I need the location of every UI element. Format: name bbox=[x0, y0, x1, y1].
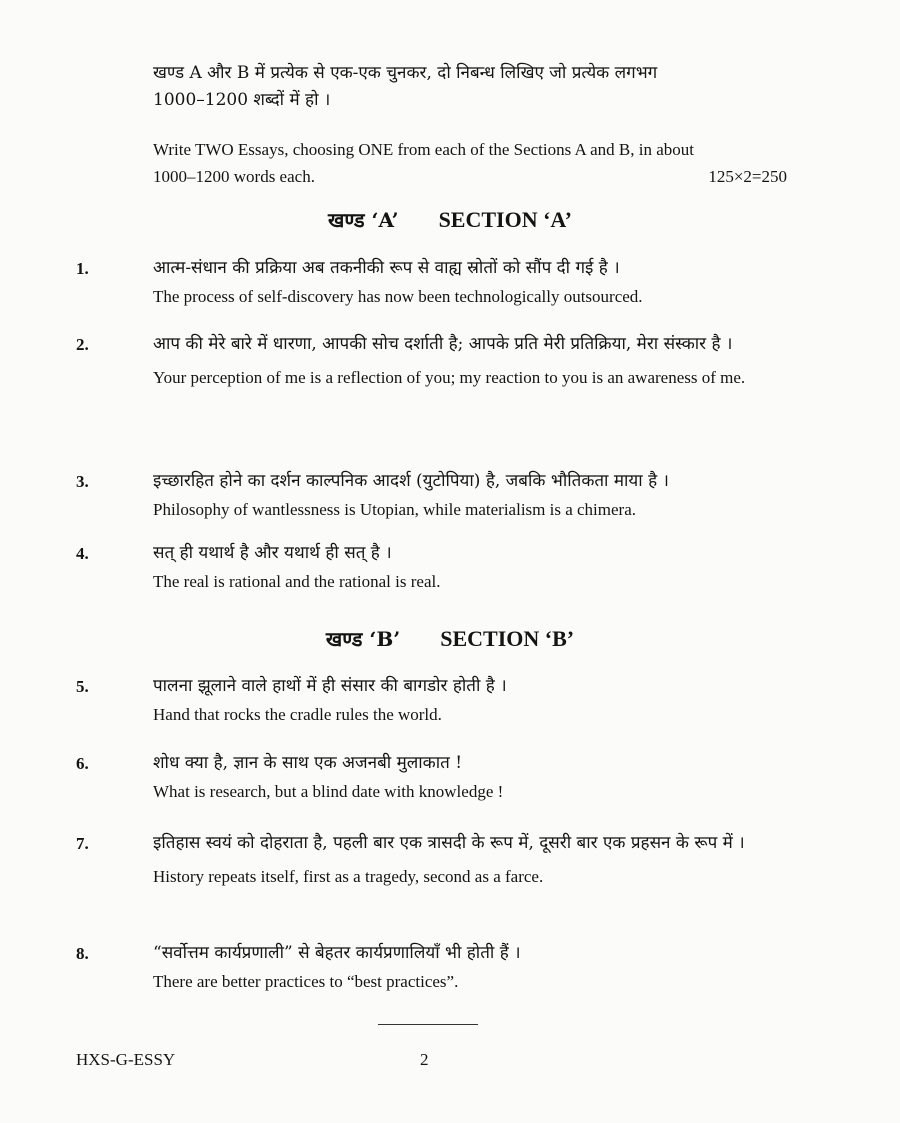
instructions-english-line2: 1000–1200 words each. bbox=[153, 167, 315, 186]
question-hindi: आप की मेरे बारे में धारणा, आपकी सोच दर्शाती है; आपके प्रति मेरी प्रतिक्रिया, मेरा संस्कार है । bbox=[153, 334, 733, 354]
question-hindi: पालना झूलाने वाले हाथों में ही संसार की बागडोर होती है । bbox=[153, 676, 507, 696]
page-number: 2 bbox=[420, 1050, 429, 1069]
question-hindi: इतिहास स्वयं को दोहराता है, पहली बार एक त्रासदी के रूप में, दूसरी बार एक प्रहसन के रूप में । bbox=[153, 833, 745, 853]
question-hindi: सत् ही यथार्थ है और यथार्थ ही सत् है । bbox=[153, 543, 392, 563]
question-number: 2. bbox=[76, 335, 89, 354]
question-english: There are better practices to “best practices”. bbox=[153, 972, 459, 991]
section-b-hindi: खण्ड ‘B’ bbox=[325, 627, 401, 651]
instructions-english-line1: Write TWO Essays, choosing ONE from each of the Sections A and B, in about bbox=[153, 140, 695, 159]
question-english: Your perception of me is a reflection of you; my reaction to you is an awareness of me. bbox=[153, 368, 746, 387]
question-english: The real is rational and the rational is real. bbox=[153, 572, 441, 591]
question-number: 7. bbox=[76, 834, 89, 853]
instructions-hindi bbox=[153, 60, 787, 114]
question-hindi: इच्छारहित होने का दर्शन काल्पनिक आदर्श (युटोपिया) है, जबकि भौतिकता माया है । bbox=[153, 471, 669, 491]
question-english: What is research, but a blind date with knowledge ! bbox=[153, 782, 504, 801]
paper-code: HXS-G-ESSY bbox=[76, 1050, 176, 1069]
section-a-heading bbox=[0, 206, 900, 233]
question-number: 4. bbox=[76, 544, 89, 563]
section-a-hindi: खण्ड ‘A’ bbox=[327, 208, 399, 232]
section-b-heading bbox=[0, 625, 900, 652]
question-number: 8. bbox=[76, 944, 89, 963]
section-b-english: SECTION ‘B’ bbox=[440, 626, 575, 651]
question-number: 6. bbox=[76, 754, 89, 773]
end-rule bbox=[378, 1024, 478, 1025]
question-hindi: शोध क्या है, ज्ञान के साथ एक अजनबी मुलाकात ! bbox=[153, 753, 463, 773]
question-english: History repeats itself, first as a tragedy, second as a farce. bbox=[153, 867, 544, 886]
instructions-hindi-line1: खण्ड A और B में प्रत्येक से एक-एक चुनकर, दो निबन्ध लिखिए जो प्रत्येक लगभग bbox=[153, 63, 658, 83]
question-number: 5. bbox=[76, 677, 89, 696]
section-a-english: SECTION ‘A’ bbox=[438, 207, 573, 232]
question-hindi: आत्म-संधान की प्रक्रिया अब तकनीकी रूप से वाह्य स्रोतों को सौंप दी गई है । bbox=[153, 258, 620, 278]
question-number: 3. bbox=[76, 472, 89, 491]
question-number: 1. bbox=[76, 259, 89, 278]
instructions-hindi-line2: 1000–1200 शब्दों में हो । bbox=[153, 90, 331, 110]
question-english: The process of self-discovery has now been technologically outsourced. bbox=[153, 287, 643, 306]
instructions-english bbox=[153, 136, 787, 190]
total-marks: 125×2=250 bbox=[708, 167, 787, 186]
question-hindi: “सर्वोत्तम कार्यप्रणाली” से बेहतर कार्यप्रणालियाँ भी होती हैं । bbox=[153, 943, 521, 963]
question-english: Philosophy of wantlessness is Utopian, while materialism is a chimera. bbox=[153, 500, 637, 519]
question-english: Hand that rocks the cradle rules the world. bbox=[153, 705, 442, 724]
